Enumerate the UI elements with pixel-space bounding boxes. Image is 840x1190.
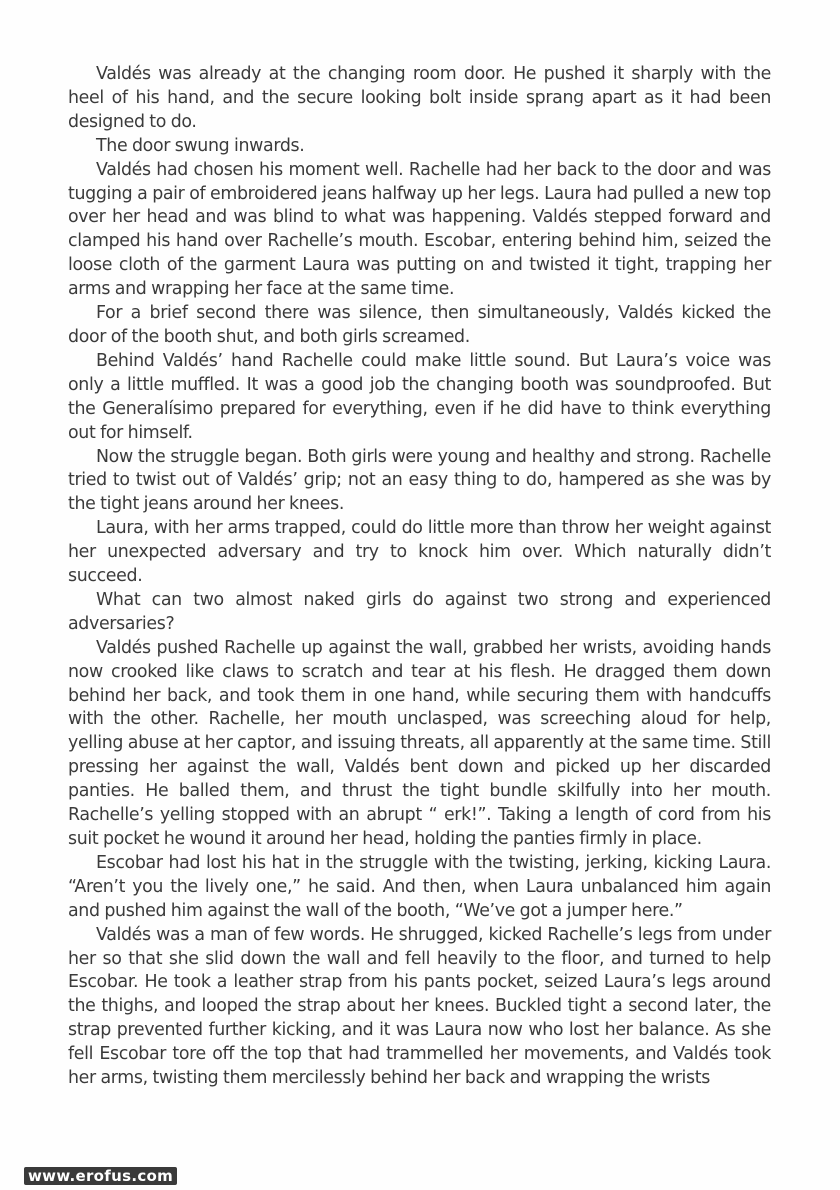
watermark: www.erofus.com (24, 1167, 177, 1185)
paragraph: The door swung inwards. (96, 135, 305, 156)
paragraph: Escobar had lost his hat in the struggle with the twisting, jerking, kicking Laura. “Aren’t you the lively one,” he said. And then, when Laura unbalanced him again and pushed him against the wall of the booth, “We’ve got a jumper here.” (68, 852, 771, 921)
paragraph: Valdés was a man of few words. He shrugged, kicked Rachelle’s legs from under her so that she slid down the wall and fell heavily to the floor, and turned to help Escobar. He took a leather strap from his pants pocket, seized Laura’s legs around the thighs, and looped the strap about her knees. Buckled tight a second later, the strap prevented further kicking, and it was Laura now who lost her balance. As she fell Escobar tore off the top that had trammelled her movements, and Valdés took her arms, twisting them mercilessly behind her back and wrapping the wrists (68, 924, 771, 1089)
paragraph: Valdés pushed Rachelle up against the wall, grabbed her wrists, avoiding hands now crooked like claws to scratch and tear at his flesh. He dragged them down behind her back, and took them in one hand, while securing them with handcuffs with the other. Rachelle, her mouth unclasped, was screeching aloud for help, yelling abuse at her captor, and issuing threats, all apparently at the same time. Still pressing her against the wall, Valdés bent down and picked up her discarded panties. He balled them, and thrust the tight bundle skilfully into her mouth. Rachelle’s yelling stopped with an abrupt “ erk!”. Taking a length of cord from his suit pocket he wound it around her head, holding the panties firmly in place. (68, 637, 772, 849)
paragraph: What can two almost naked girls do against two strong and experienced adversaries? (68, 589, 771, 634)
paragraph: For a brief second there was silence, then simultaneously, Valdés kicked the door of the booth shut, and both girls screamed. (68, 303, 771, 347)
paragraph: Laura, with her arms trapped, could do little more than throw her weight against her unexpected adversary and try to knock him over. Which naturally didn’t succeed. (68, 518, 771, 587)
paragraph: Valdés had chosen his moment well. Rachelle had her back to the door and was tugging a pair of embroidered jeans halfway up her legs. Laura had pulled a new top over her head and was blind to what was happening. Valdés stepped forward and clamped his hand over Rachelle’s mouth. Escobar, entering behind him, seized the loose cloth of the garment Laura was putting on and twisted it tight, trapping her arms and wrapping her face at the same time. (68, 159, 771, 300)
paragraph: Valdés was already at the changing room door. He pushed it sharply with the heel of his hand, and the secure looking bolt inside sprang apart as it had been designed to do. (68, 64, 771, 132)
paragraph: Behind Valdés’ hand Rachelle could make little sound. But Laura’s voice was only a little muffled. It was a good job the changing booth was soundproofed. But the Generalísimo prepared for everything, even if he did have to think everything out for himself. (68, 350, 771, 443)
paragraph: Now the struggle began. Both girls were young and healthy and strong. Rachelle tried to twist out of Valdés’ grip; not an easy thing to do, hampered as she was by the tight jeans around her knees. (68, 446, 771, 515)
body-text (68, 63, 771, 1091)
